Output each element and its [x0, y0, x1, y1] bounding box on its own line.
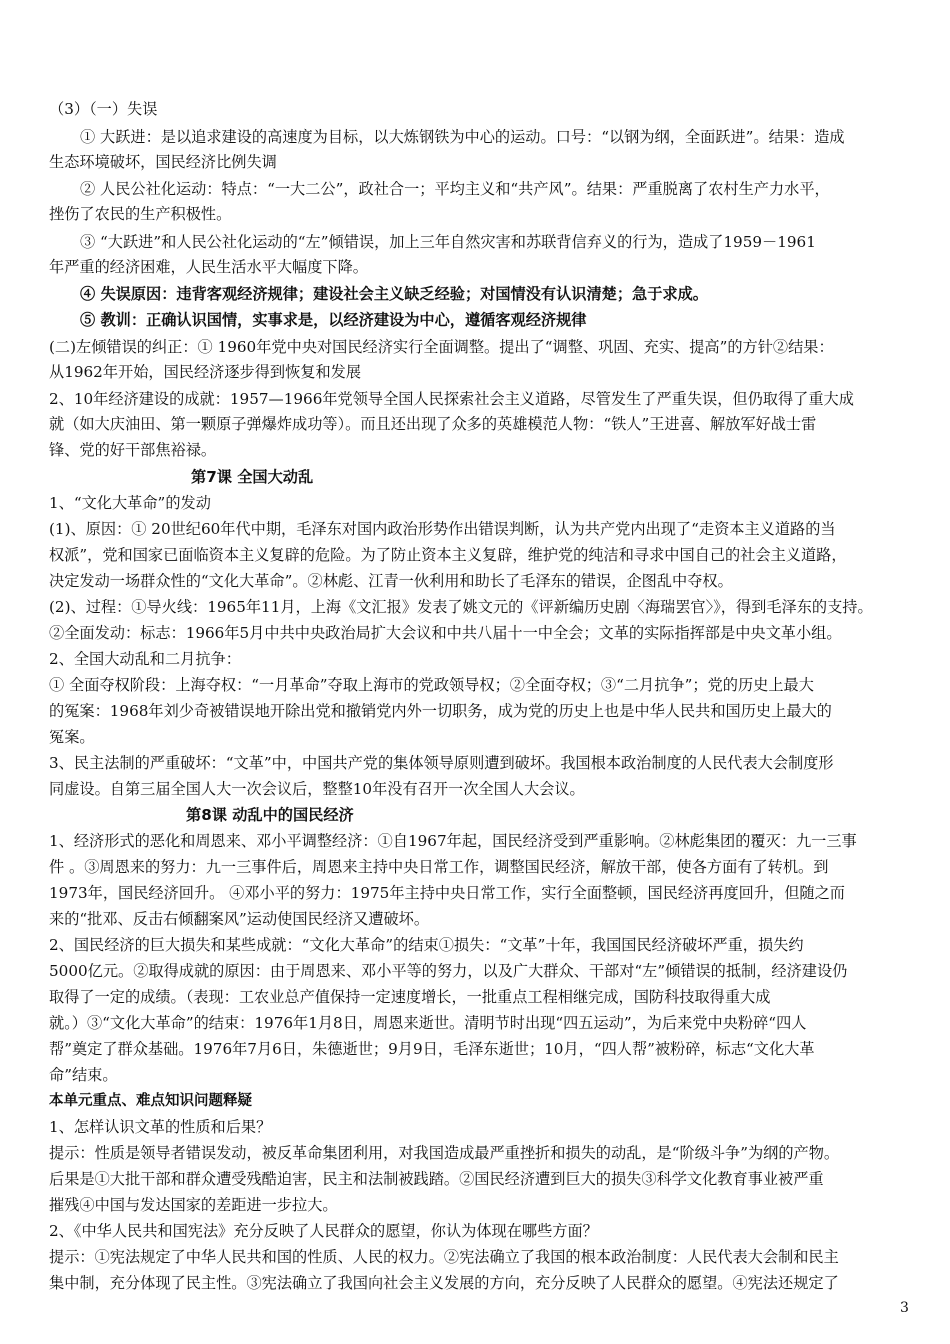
text-line: 1973年，国民经济回升。 ④邓小平的努力：1975年主持中央日常工作，实行全面整顿，国民经济再度回升，但随之而	[49, 884, 845, 902]
text-line: 决定发动一场群众性的“文化大革命”。②林彪、江青一伙利用和助长了毛泽东的错误，企图乱中夺权。	[49, 572, 733, 590]
text-line: 取得了一定的成绩。（表现：工农业总产值保持一定速度增长，一批重点工程相继完成，国防科技取得重大成	[49, 988, 771, 1006]
text-line: 生态环境破坏，国民经济比例失调	[49, 153, 277, 171]
text-line: 命”结束。	[49, 1066, 118, 1084]
text-line: 挫伤了农民的生产积极性。	[49, 205, 232, 223]
text-line: 帮”奠定了群众基础。1976年7月6日，朱德逝世；9月9日，毛泽东逝世；10月，“四人帮”被粉碎，标志“文化大革	[49, 1040, 815, 1058]
text-line: 提示：①宪法规定了中华人民共和国的性质、人民的权力。②宪法确立了我国的根本政治制度：人民代表大会制和民主	[49, 1248, 839, 1266]
text-line: 摧残④中国与发达国家的差距进一步拉大。	[49, 1196, 338, 1214]
text-line: 从1962年开始，国民经济逐步得到恢复和发展	[49, 363, 362, 381]
text-line: 5000亿元。②取得成就的原因：由于周恩来、邓小平等的努力，以及广大群众、干部对“左”倾错误的抵制，经济建设仍	[49, 962, 848, 980]
text-line: 权派”，党和国家已面临资本主义复辟的危险。为了防止资本主义复辟，维护党的纯洁和寻求中国自己的社会主义道路，	[49, 546, 847, 564]
text-line: 同虚设。自第三届全国人大一次会议后，整整10年没有召开一次全国人大会议。	[49, 780, 585, 798]
text-line: 件 。③周恩来的努力：九一三事件后，周恩来主持中央日常工作，调整国民经济，解放干部，使各方面有了转机。到	[49, 858, 829, 876]
section-heading: 本单元重点、难点知识问题释疑	[49, 1093, 252, 1109]
text-line: ④ 失误原因：违背客观经济规律；建设社会主义缺乏经验；对国情没有认识清楚；急于求成。	[80, 285, 708, 303]
text-line: 2、国民经济的巨大损失和某些成就：“文化大革命”的结束①损失：“文革”十年，我国国民经济破坏严重，损失约	[49, 936, 804, 954]
text-line: 冤案。	[49, 728, 95, 746]
text-line: 1、经济形式的恶化和周恩来、邓小平调整经济：①自1967年起，国民经济受到严重影响。②林彪集团的覆灭：九一三事	[49, 832, 857, 850]
text-line: ②全面发动：标志：1966年5月中共中央政治局扩大会议和中共八届十一中全会；文革的实际指挥部是中央文革小组。	[49, 624, 842, 642]
text-line: 锋、党的好干部焦裕禄。	[49, 441, 217, 459]
text-line: (2)、过程：①导火线：1965年11月，上海《文汇报》发表了姚文元的《评新编历史剧〈海瑞罢官〉》，得到毛泽东的支持。	[49, 598, 873, 616]
text-line: 1、“文化大革命”的发动	[49, 494, 211, 512]
text-line: 3、民主法制的严重破坏：“文革”中，中国共产党的集体领导原则遭到破坏。我国根本政治制度的人民代表大会制度形	[49, 754, 834, 772]
page-number: 3	[900, 1300, 909, 1316]
text-line: 来的“批邓、反击右倾翻案风”运动使国民经济又遭破坏。	[49, 910, 430, 928]
text-line: 集中制，充分体现了民主性。③宪法确立了我国向社会主义发展的方向，充分反映了人民群众的愿望。④宪法还规定了	[49, 1274, 839, 1292]
text-line: (1)、原因：① 20世纪60年代中期，毛泽东对国内政治形势作出错误判断，认为共产党内出现了“走资本主义道路的当	[49, 520, 836, 538]
text-line: 提示：性质是领导者错误发动，被反革命集团利用，对我国造成最严重挫折和损失的动乱，是“阶级斗争”为纲的产物。	[49, 1144, 840, 1162]
text-line: 后果是①大批干部和群众遭受残酷迫害，民主和法制被践踏。②国民经济遭到巨大的损失③科学文化教育事业被严重	[49, 1170, 824, 1188]
text-line: 2、10年经济建设的成就：1957—1966年党领导全国人民探索社会主义道路，尽管发生了严重失误，但仍取得了重大成	[49, 390, 854, 408]
text-line: （3）（一）失误	[49, 100, 158, 118]
lesson-heading: 第8课 动乱中的国民经济	[186, 806, 354, 824]
text-line: ② 人民公社化运动：特点：“一大二公”，政社合一；平均主义和“共产风”。结果：严重脱离了农村生产力水平，	[80, 180, 830, 198]
text-line: ⑤ 教训：正确认识国情，实事求是，以经济建设为中心，遵循客观经济规律	[80, 311, 587, 329]
text-line: 年严重的经济困难，人民生活水平大幅度下降。	[49, 258, 368, 276]
lesson-heading: 第7课 全国大动乱	[191, 468, 314, 486]
text-line: ③ “大跃进”和人民公社化运动的“左”倾错误，加上三年自然灾害和苏联背信弃义的行为，造成了1959－1961	[80, 233, 816, 251]
text-line: 的冤案：1968年刘少奇被错误地开除出党和撤销党内外一切职务，成为党的历史上也是中华人民共和国历史上最大的	[49, 702, 832, 720]
text-line: (二)左倾错误的纠正：① 1960年党中央对国民经济实行全面调整。提出了“调整、巩固、充实、提高”的方针②结果：	[49, 338, 834, 356]
text-line: 2、全国大动乱和二月抗争：	[49, 650, 241, 668]
text-line: ① 全面夺权阶段：上海夺权：“一月革命”夺取上海市的党政领导权；②全面夺权；③“二月抗争”；党的历史上最大	[49, 676, 814, 694]
text-line: 1、怎样认识文革的性质和后果？	[49, 1118, 272, 1136]
text-line: 2、《中华人民共和国宪法》充分反映了人民群众的愿望，你认为体现在哪些方面？	[49, 1222, 598, 1240]
text-line: 就。）③“文化大革命”的结束：1976年1月8日，周恩来逝世。清明节时出现“四五运动”，为后来党中央粉碎“四人	[49, 1014, 807, 1032]
text-line: ① 大跃进：是以追求建设的高速度为目标，以大炼钢铁为中心的运动。口号：“以钢为纲，全面跃进”。结果：造成	[80, 128, 845, 146]
text-line: 就（如大庆油田、第一颗原子弹爆炸成功等）。而且还出现了众多的英雄模范人物：“铁人”王进喜、解放军好战士雷	[49, 415, 817, 433]
